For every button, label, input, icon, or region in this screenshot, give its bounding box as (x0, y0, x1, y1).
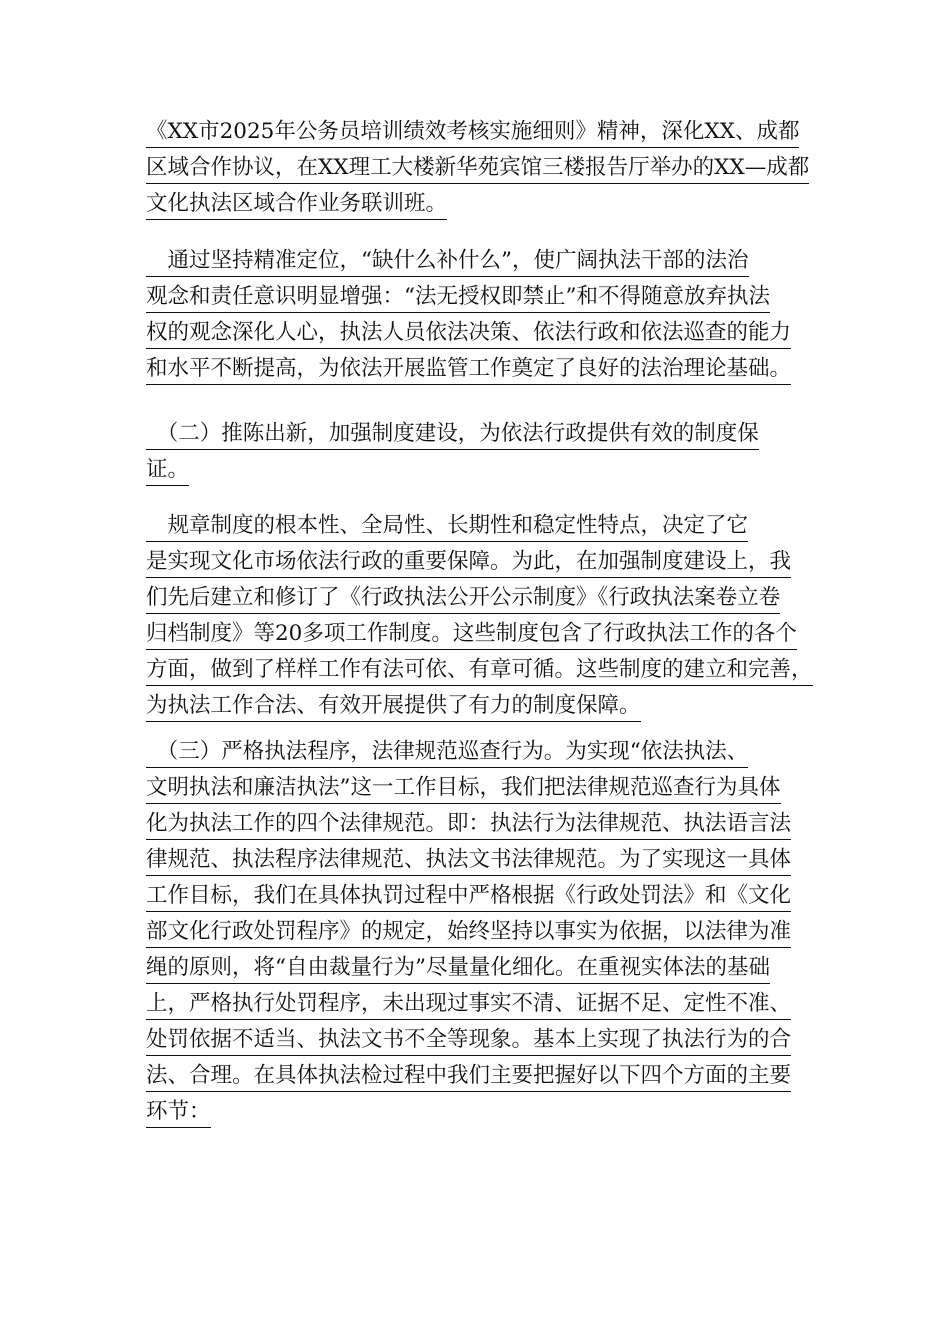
text-line (146, 842, 816, 878)
underlined-text: 《XX市2025年公务员培训绩效考核实施细则》精神，深化XX、成都 (146, 118, 799, 148)
text-line (146, 652, 816, 688)
paragraph-rules-system (146, 508, 816, 724)
text-line (146, 806, 816, 842)
text-line (146, 416, 816, 452)
text-line (146, 914, 816, 950)
text-line (146, 351, 816, 387)
paragraph-intro-continuation (146, 114, 816, 222)
paragraph-section-three (146, 734, 816, 1130)
text-line (146, 452, 816, 488)
text-line (146, 315, 816, 351)
text-line (146, 508, 816, 544)
text-line (146, 950, 816, 986)
text-line (146, 688, 816, 724)
underlined-text: 归档制度》等20多项工作制度。这些制度包含了行政执法工作的各个 (146, 620, 797, 650)
underlined-text: 处罚依据不适当、执法文书不全等现象。基本上实现了执法行为的合 (146, 1026, 791, 1056)
underlined-text: 证。 (146, 456, 189, 486)
underlined-text: 文化执法区域合作业务联训班。 (146, 190, 447, 220)
text-line (146, 580, 816, 616)
underlined-text: 方面，做到了样样工作有法可依、有章可循。这些制度的建立和完善， (146, 656, 813, 686)
underlined-text: 和水平不断提高，为依法开展监管工作奠定了良好的法治理论基础。 (146, 355, 791, 385)
underlined-text: 观念和责任意识明显增强：“法无授权即禁止”和不得随意放弃执法 (146, 283, 770, 313)
text-line (146, 150, 816, 186)
text-line (146, 878, 816, 914)
underlined-text: 为执法工作合法、有效开展提供了有力的制度保障。 (146, 692, 641, 722)
underlined-text: 通过坚持精准定位，“缺什么补什么”，使广阔执法干部的法治 (146, 247, 749, 277)
text-line (146, 279, 816, 315)
underlined-text: 律规范、执法程序法律规范、执法文书法律规范。为了实现这一具体 (146, 846, 791, 876)
text-line (146, 986, 816, 1022)
section-heading-two (146, 416, 816, 488)
text-line (146, 186, 816, 222)
text-line (146, 1022, 816, 1058)
text-line (146, 616, 816, 652)
text-line (146, 734, 816, 770)
underlined-text: 权的观念深化人心，执法人员依法决策、依法行政和依法巡查的能力 (146, 319, 791, 349)
underlined-text: 化为执法工作的四个法律规范。即：执法行为法律规范、执法语言法 (146, 810, 791, 840)
underlined-text: （三）严格执法程序，法律规范巡查行为。为实现“依法执法、 (146, 738, 748, 768)
text-line (146, 114, 816, 150)
underlined-text: 法、合理。在具体执法检过程中我们主要把握好以下四个方面的主要 (146, 1062, 791, 1092)
underlined-text: 环节： (146, 1098, 211, 1128)
underlined-text: 们先后建立和修订了《行政执法公开公示制度》《行政执法案卷立卷 (146, 584, 780, 614)
underlined-text: 部文化行政处罚程序》的规定，始终坚持以事实为依据，以法律为准 (146, 918, 791, 948)
underlined-text: 规章制度的根本性、全局性、长期性和稳定性特点，决定了它 (146, 512, 748, 542)
text-line (146, 544, 816, 580)
text-line (146, 770, 816, 806)
text-line (146, 1094, 816, 1130)
underlined-text: 区域合作协议，在XX理工大楼新华苑宾馆三楼报告厅举办的XX—成都 (146, 154, 809, 184)
underlined-text: 上，严格执行处罚程序，未出现过事实不清、证据不足、定性不准、 (146, 990, 791, 1020)
underlined-text: 绳的原则，将“自由裁量行为”尽量量化细化。在重视实体法的基础 (146, 954, 770, 984)
text-line (146, 243, 816, 279)
underlined-text: 工作目标，我们在具体执罚过程中严格根据《行政处罚法》和《文化 (146, 882, 791, 912)
underlined-text: （二）推陈出新，加强制度建设，为依法行政提供有效的制度保 (146, 420, 759, 450)
paragraph-precise-positioning (146, 243, 816, 387)
text-line (146, 1058, 816, 1094)
underlined-text: 文明执法和廉洁执法”这一工作目标，我们把法律规范巡查行为具体 (146, 774, 781, 804)
underlined-text: 是实现文化市场依法行政的重要保障。为此，在加强制度建设上，我 (146, 548, 791, 578)
